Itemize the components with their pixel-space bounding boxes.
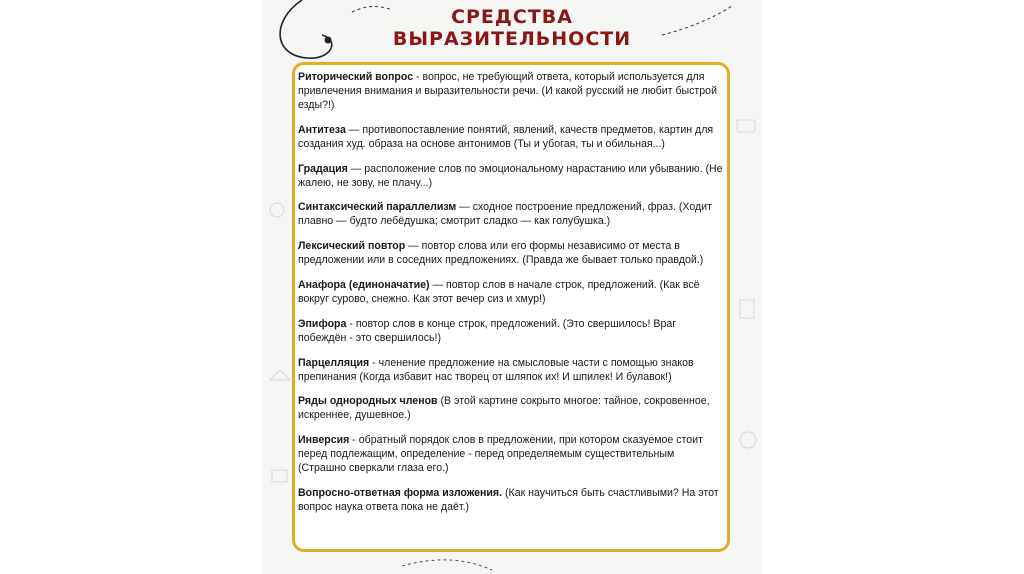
definition: — противопоставление понятий, явлений, качеств предметов, картин для создания худ. образа на основе антонимов (Ты и убогая, ты и обильная...)	[298, 123, 714, 150]
term: Ряды однородных членов	[298, 395, 438, 408]
list-item	[298, 200, 723, 228]
term: Инверсия	[298, 434, 350, 447]
list-item	[298, 123, 723, 151]
definition: — расположение слов по эмоциональному нарастанию или убыванию. (Не жалею, не зову, не плачу...)	[298, 162, 723, 189]
term: Лексический повтор	[298, 240, 406, 253]
page-title-line-1: СРЕДСТВА	[451, 6, 573, 28]
term: Вопросно-ответная форма изложения.	[298, 486, 503, 499]
term: Градация	[298, 162, 348, 175]
list-item	[298, 70, 723, 112]
definition: - вопрос, не требующий ответа, который используется для привлечения внимания и выразительности речи. (И какой русский не любит быстрой езды?!)	[298, 71, 717, 111]
term: Анафора (единоначатие)	[298, 278, 430, 291]
poster	[262, 0, 762, 574]
term: Синтаксический параллелизм	[298, 201, 457, 214]
page-title-line-2: ВЫРАЗИТЕЛЬНОСТИ	[392, 28, 632, 50]
definition: — повтор слов в начале строк, предложений. (Как всё вокруг сурово, снежно. Как этот вечер сиз и хмур!)	[298, 278, 700, 305]
term: Эпифора	[298, 317, 347, 330]
list-item	[298, 433, 723, 475]
list-item	[298, 394, 723, 422]
definition: - повтор слов в конце строк, предложений. (Это свершилось! Враг побеждён - это свершилось!)	[298, 317, 677, 344]
definition: - обратный порядок слов в предложении, при котором сказуемое стоит перед подлежащим, определение - перед определяемым существительным (Страшно сверкали глаза его.)	[298, 434, 703, 475]
term: Парцелляция	[298, 356, 370, 369]
definition: (Как научиться быть счастливыми? На этот вопрос наука ответа пока не даёт.)	[298, 486, 719, 513]
definitions-list	[298, 70, 723, 525]
list-item	[298, 486, 723, 514]
dashed-line-decoration-bottom	[402, 560, 492, 570]
term: Антитеза	[298, 123, 346, 136]
list-item	[298, 278, 723, 306]
definition: — повтор слова или его формы независимо от места в предложении или в соседних предложениях. (Правда же бывает только правдой.)	[298, 240, 704, 267]
term: Риторический вопрос	[298, 71, 414, 83]
list-item	[298, 162, 723, 190]
definition: — сходное построение предложений, фраз. (Ходит плавно — будто лебёдушка; смотрит сладко — как голубушка.)	[298, 201, 712, 228]
list-item	[298, 356, 723, 384]
definition: (В этой картине сокрыто многое: тайное, сокровенное, искреннее, душевное.)	[298, 395, 710, 422]
definition: - членение предложение на смысловые части с помощью знаков препинания (Когда избавит нас творец от шляпок их! И шпилек! И булавок!)	[298, 356, 694, 383]
list-item	[298, 239, 723, 267]
list-item	[298, 317, 723, 345]
